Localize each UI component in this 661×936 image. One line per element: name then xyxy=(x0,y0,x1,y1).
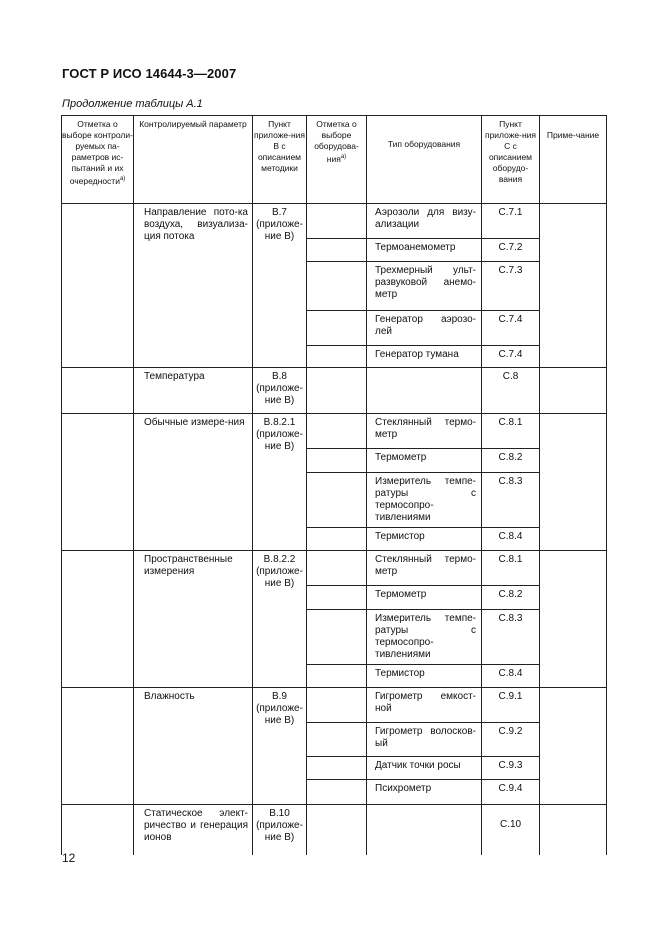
equipment-type-cell: Стеклянный термо-метр xyxy=(367,414,482,449)
col-header-mark-selection: Отметка о выборе контроли-руемых па-раметров ис-пытаний и их очередности$^{а)}$ xyxy=(62,116,134,204)
equipment-type-cell: Аэрозоли для визу-ализации xyxy=(367,204,482,239)
clause-cell: В.7 (приложе-ние В) xyxy=(253,204,307,368)
equipment-type-cell: Термистор xyxy=(367,528,482,551)
equipment-type-cell: Трехмерный ульт-развуковой анемо-метр xyxy=(367,262,482,311)
equipment-mark-cell xyxy=(307,757,367,780)
equipment-mark-cell xyxy=(307,586,367,610)
equipment-section-cell: С.7.1 xyxy=(482,204,540,239)
equipment-mark-cell xyxy=(307,239,367,262)
table-row xyxy=(62,204,607,239)
equipment-type-cell: Гигрометр волосков-ый xyxy=(367,723,482,757)
col-header-clause-c: Пункт приложе-ния С с описанием оборудо-вания xyxy=(482,116,540,204)
equipment-mark-cell xyxy=(307,780,367,805)
equipment-section-cell: С.9.3 xyxy=(482,757,540,780)
selection-mark-cell xyxy=(62,204,134,368)
equipment-section-cell: С.7.3 xyxy=(482,262,540,311)
note-cell xyxy=(540,368,607,414)
equipment-type-cell: Гигрометр емкост-ной xyxy=(367,688,482,723)
equipment-type-cell: Термометр xyxy=(367,586,482,610)
table-row xyxy=(62,688,607,723)
col-header-equipment-type: Тип оборудования xyxy=(367,116,482,204)
parameter-cell: Пространственные измерения xyxy=(134,551,253,688)
table-row xyxy=(62,805,607,855)
col-header-clause-b: Пункт приложе-ния В с описанием методики xyxy=(253,116,307,204)
equipment-mark-cell xyxy=(307,368,367,414)
note-cell xyxy=(540,414,607,551)
equipment-mark-cell xyxy=(307,311,367,346)
parameter-cell: Влажность xyxy=(134,688,253,805)
equipment-section-cell: С.7.2 xyxy=(482,239,540,262)
equipment-type-cell: Датчик точки росы xyxy=(367,757,482,780)
note-cell xyxy=(540,805,607,855)
equipment-section-cell: С.10 xyxy=(482,805,540,855)
equipment-mark-cell xyxy=(307,610,367,665)
clause-cell: В.8.2.1 (приложе-ние В) xyxy=(253,414,307,551)
clause-cell: В.9 (приложе-ние В) xyxy=(253,688,307,805)
table-row xyxy=(62,414,607,449)
equipment-section-cell: С.8.3 xyxy=(482,473,540,528)
table-header-row xyxy=(62,116,607,204)
selection-mark-cell xyxy=(62,551,134,688)
equipment-section-cell: С.7.4 xyxy=(482,311,540,346)
note-cell xyxy=(540,551,607,688)
equipment-type-cell: Термоанемометр xyxy=(367,239,482,262)
equipment-mark-cell xyxy=(307,551,367,586)
equipment-section-cell: С.8.1 xyxy=(482,414,540,449)
page-number: 12 xyxy=(62,851,76,865)
equipment-section-cell: С.8.2 xyxy=(482,586,540,610)
equipment-section-cell: С.8.1 xyxy=(482,551,540,586)
selection-mark-cell xyxy=(62,368,134,414)
table-row xyxy=(62,368,607,414)
col-header-note: Приме-чание xyxy=(540,116,607,204)
clause-cell: В.10 (приложе-ние В) xyxy=(253,805,307,855)
equipment-type-cell: Термометр xyxy=(367,449,482,473)
equipment-section-cell: С.9.2 xyxy=(482,723,540,757)
equipment-type-cell xyxy=(367,805,482,855)
document-header: ГОСТ Р ИСО 14644-3—2007 xyxy=(62,66,237,81)
equipment-mark-cell xyxy=(307,449,367,473)
table-row xyxy=(62,551,607,586)
equipment-type-cell xyxy=(367,368,482,414)
equipment-mark-cell xyxy=(307,665,367,688)
equipment-type-cell: Психрометр xyxy=(367,780,482,805)
equipment-mark-cell xyxy=(307,528,367,551)
col-header-mark-equipment: Отметка о выборе оборудова-ния$^{а)}$ xyxy=(307,116,367,204)
equipment-mark-cell xyxy=(307,805,367,855)
parameter-cell: Обычные измере-ния xyxy=(134,414,253,551)
equipment-mark-cell xyxy=(307,723,367,757)
col-header-parameter: Контролируемый параметр xyxy=(134,116,253,204)
equipment-section-cell: С.7.4 xyxy=(482,346,540,368)
equipment-mark-cell xyxy=(307,204,367,239)
selection-mark-cell xyxy=(62,805,134,855)
equipment-type-cell: Генератор тумана xyxy=(367,346,482,368)
equipment-section-cell: С.8.4 xyxy=(482,665,540,688)
equipment-section-cell: С.9.1 xyxy=(482,688,540,723)
equipment-mark-cell xyxy=(307,262,367,311)
selection-mark-cell xyxy=(62,414,134,551)
equipment-mark-cell xyxy=(307,688,367,723)
equipment-section-cell: С.9.4 xyxy=(482,780,540,805)
equipment-type-cell: Термистор xyxy=(367,665,482,688)
equipment-section-cell: С.8 xyxy=(482,368,540,414)
equipment-section-cell: С.8.4 xyxy=(482,528,540,551)
equipment-section-cell: С.8.2 xyxy=(482,449,540,473)
clause-cell: В.8.2.2 (приложе-ние В) xyxy=(253,551,307,688)
equipment-mark-cell xyxy=(307,346,367,368)
selection-mark-cell xyxy=(62,688,134,805)
parameter-cell: Статическое элект-ричество и генерация ионов xyxy=(134,805,253,855)
equipment-mark-cell xyxy=(307,414,367,449)
equipment-type-cell: Измеритель темпе-ратуры с термосопро-тивлениями xyxy=(367,610,482,665)
equipment-type-cell: Генератор аэрозо-лей xyxy=(367,311,482,346)
parameter-cell: Направление пото-ка воздуха, визуализа-ция потока xyxy=(134,204,253,368)
equipment-type-cell: Стеклянный термо-метр xyxy=(367,551,482,586)
note-cell xyxy=(540,688,607,805)
equipment-table xyxy=(61,115,607,855)
equipment-mark-cell xyxy=(307,473,367,528)
parameter-cell: Температура xyxy=(134,368,253,414)
equipment-section-cell: С.8.3 xyxy=(482,610,540,665)
clause-cell: В.8 (приложе-ние В) xyxy=(253,368,307,414)
note-cell xyxy=(540,204,607,368)
table-continuation-label: Продолжение таблицы А.1 xyxy=(62,98,203,110)
equipment-type-cell: Измеритель темпе-ратуры с термосопро-тивлениями xyxy=(367,473,482,528)
